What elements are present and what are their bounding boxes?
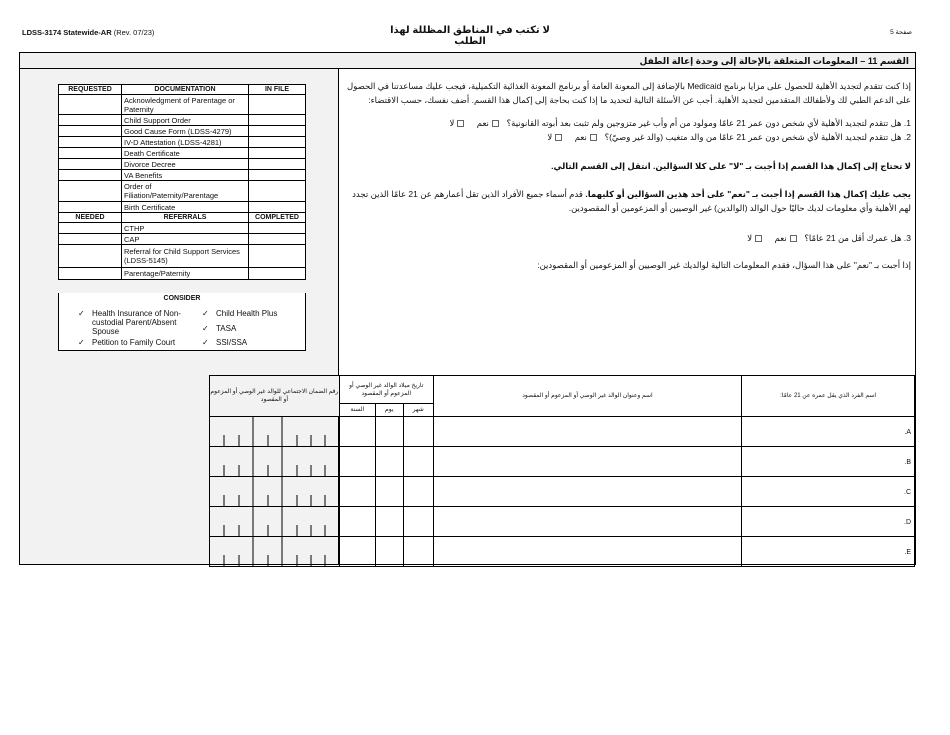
doc-item: Acknowledgment of Parentage or Paternity bbox=[122, 95, 249, 115]
q2-no-label: لا bbox=[547, 132, 553, 142]
q3-note: إذا أجبت بـ "نعم" على هذا السؤال، فقدم المعلومات التالية لوالديك غير الوصيين أو المزعومين أو المقصودين: bbox=[537, 260, 911, 270]
row-label: D. bbox=[903, 519, 911, 526]
q1-text: هل تتقدم لتجديد الأهلية لأي شخص دون عمر 21 عامًا ومولود من أم وأب غير متزوجين ولم تثبت بعد أبوته القانونية؟ bbox=[506, 118, 902, 128]
must-complete-rest: قدم أسماء جميع الأفراد الذين تقل أعمارهم عن 21 عامًا الذين تجدد لهم الأهلية وأي معلومات لديك حاليًا حول الوالد (الوالدين) غير الوصيين أو المزعومين أو المقصودين. bbox=[352, 189, 911, 213]
row-label: C. bbox=[903, 489, 911, 496]
in-file-cell[interactable] bbox=[249, 170, 306, 181]
check-icon: ✓ bbox=[202, 324, 209, 333]
parent-name-field[interactable] bbox=[433, 537, 742, 567]
needed-cell[interactable] bbox=[59, 245, 122, 268]
intro-text: إذا كنت تتقدم لتجديد الأهلية للحصول على مزايا برنامج Medicaid بالإضافة إلى المعونة العامة أو برنامج المعونة الغذائية التكميلية، فيجب عليك مساعدتنا في الحصول على الدعم الطبي لك ولأطفالك المتقدمين لتجديد الأهلية. أجب عن الأسئلة التالية لتحديد ما إذا كنت بحاجة إلى إكمال هذا القسم. أضف نفسك، حسب الاقتضاء: bbox=[347, 81, 911, 105]
consider-item bbox=[202, 338, 248, 347]
ssn-ticks bbox=[210, 417, 339, 446]
must-complete-bold: يجب عليك إكمال هذا القسم إذا أجبت بـ "نعم" على أحد هذين السؤالين أو كليهما. bbox=[585, 189, 911, 199]
in-file-cell[interactable] bbox=[249, 181, 306, 202]
form-id bbox=[22, 28, 154, 37]
doc-item: Birth Certificate bbox=[122, 202, 249, 213]
completed-cell[interactable] bbox=[249, 223, 306, 234]
skip-note: لا تحتاج إلى إكمال هذا القسم إذا أجبت بـ "لا" على كلا السؤالين. انتقل إلى القسم التالي. bbox=[551, 161, 911, 171]
person-name-field[interactable] bbox=[742, 417, 915, 447]
q3-yes-checkbox[interactable] bbox=[790, 235, 797, 242]
shaded-area-warning: لا تكتب في المناطق المظللة لهذا الطلب bbox=[390, 25, 550, 47]
dob-month-field[interactable] bbox=[403, 417, 433, 447]
col-month: شهر bbox=[403, 404, 433, 417]
dob-day-field[interactable] bbox=[375, 477, 403, 507]
form-revision: (Rev. 07/23) bbox=[113, 28, 155, 37]
person-name-field[interactable] bbox=[742, 477, 915, 507]
person-name-field[interactable] bbox=[742, 447, 915, 477]
doc-item: Order of Filiation/Paternity/Parentage bbox=[122, 181, 249, 202]
dob-day-field[interactable] bbox=[375, 507, 403, 537]
requested-cell[interactable] bbox=[59, 137, 122, 148]
check-icon: ✓ bbox=[202, 338, 209, 347]
ssn-ticks bbox=[210, 537, 339, 566]
shaded-band bbox=[20, 374, 209, 564]
col-documentation: DOCUMENTATION bbox=[122, 85, 249, 95]
needed-cell[interactable] bbox=[59, 234, 122, 245]
table-row bbox=[210, 477, 915, 507]
consider-label: SSI/SSA bbox=[216, 338, 248, 347]
question-3 bbox=[345, 231, 911, 245]
must-complete-note bbox=[345, 187, 911, 215]
question-2 bbox=[345, 130, 911, 144]
dob-year-field[interactable] bbox=[339, 417, 375, 447]
q3-yes-label: نعم bbox=[774, 233, 787, 243]
consider-label: Health Insurance of Non-custodial Parent/Absent Spouse bbox=[92, 309, 181, 336]
table-row bbox=[210, 507, 915, 537]
completed-cell[interactable] bbox=[249, 234, 306, 245]
col-in-file: IN FILE bbox=[249, 85, 306, 95]
requested-cell[interactable] bbox=[59, 148, 122, 159]
ssn-ticks bbox=[210, 477, 339, 506]
ssn-ticks bbox=[210, 507, 339, 536]
col-day: يوم bbox=[375, 404, 403, 417]
dob-month-field[interactable] bbox=[403, 537, 433, 567]
referral-item: CTHP bbox=[122, 223, 249, 234]
row-label: E. bbox=[904, 549, 911, 556]
q2-yes-checkbox[interactable] bbox=[590, 134, 597, 141]
q3-text: هل عمرك أقل من 21 عامًا؟ bbox=[804, 233, 902, 243]
dob-day-field[interactable] bbox=[375, 417, 403, 447]
requested-cell[interactable] bbox=[59, 159, 122, 170]
needed-cell[interactable] bbox=[59, 223, 122, 234]
requested-cell[interactable] bbox=[59, 202, 122, 213]
page-number: صفحة 5 bbox=[890, 29, 912, 36]
parent-name-field[interactable] bbox=[433, 417, 742, 447]
in-file-cell[interactable] bbox=[249, 148, 306, 159]
person-name-field[interactable] bbox=[742, 537, 915, 567]
documentation-table bbox=[58, 84, 306, 280]
col-name-header: اسم وعنوان الوالد غير الوصي أو المزعوم أو المقصود bbox=[433, 376, 742, 417]
q1-yes-checkbox[interactable] bbox=[492, 120, 499, 127]
parent-name-field[interactable] bbox=[433, 507, 742, 537]
consider-item bbox=[202, 309, 278, 318]
requested-cell[interactable] bbox=[59, 181, 122, 202]
dob-day-field[interactable] bbox=[375, 537, 403, 567]
q3-no-checkbox[interactable] bbox=[755, 235, 762, 242]
in-file-cell[interactable] bbox=[249, 95, 306, 115]
ssn-field[interactable] bbox=[210, 507, 340, 537]
parent-info-grid bbox=[209, 375, 915, 567]
doc-item: Divorce Decree bbox=[122, 159, 249, 170]
section-frame bbox=[19, 52, 916, 565]
check-icon: ✓ bbox=[78, 309, 85, 318]
in-file-cell[interactable] bbox=[249, 115, 306, 126]
dob-day-field[interactable] bbox=[375, 447, 403, 477]
dob-month-field[interactable] bbox=[403, 447, 433, 477]
requested-cell[interactable] bbox=[59, 95, 122, 115]
requested-cell[interactable] bbox=[59, 115, 122, 126]
dob-year-field[interactable] bbox=[339, 477, 375, 507]
section-title: القسم 11 – المعلومات المتعلقة بالإحالة إلى وحدة إعالة الطفل bbox=[20, 53, 915, 69]
q2-yes-label: نعم bbox=[574, 132, 587, 142]
ssn-ticks bbox=[210, 447, 339, 476]
consider-title: CONSIDER bbox=[163, 295, 201, 302]
table-row bbox=[210, 537, 915, 567]
col-referrals: REFERRALS bbox=[122, 213, 249, 223]
check-icon: ✓ bbox=[202, 309, 209, 318]
q2-number: 2. bbox=[903, 132, 911, 142]
dob-month-field[interactable] bbox=[403, 477, 433, 507]
consider-item bbox=[78, 338, 176, 347]
in-file-cell[interactable] bbox=[249, 137, 306, 148]
col-requested: REQUESTED bbox=[59, 85, 122, 95]
dob-year-field[interactable] bbox=[339, 537, 375, 567]
col-year: السنة bbox=[339, 404, 375, 417]
col-ssn-header: رقم الضمان الاجتماعي للوالد غير الوصي أو المزعوم أو المقصود bbox=[210, 376, 340, 417]
consider-item bbox=[202, 324, 237, 333]
question-1 bbox=[345, 116, 911, 130]
table-row bbox=[210, 447, 915, 477]
col-dob-header: تاريخ ميلاد الوالد غير الوصي أو المزعوم أو المقصود bbox=[339, 376, 433, 404]
q1-no-checkbox[interactable] bbox=[457, 120, 464, 127]
doc-item: IV-D Attestation (LDSS-4281) bbox=[122, 137, 249, 148]
col-person-header: اسم الفرد الذي يقل عمره عن 21 عامًا: bbox=[742, 376, 915, 417]
q3-number: 3. bbox=[903, 233, 911, 243]
table-row bbox=[210, 417, 915, 447]
col-completed: COMPLETED bbox=[249, 213, 306, 223]
referral-item: CAP bbox=[122, 234, 249, 245]
q1-yes-label: نعم bbox=[476, 118, 489, 128]
row-label: B. bbox=[904, 459, 911, 466]
person-name-field[interactable] bbox=[742, 507, 915, 537]
referral-item: Referral for Child Support Services (LDSS-5145) bbox=[122, 245, 249, 268]
dob-month-field[interactable] bbox=[403, 507, 433, 537]
q3-no-label: لا bbox=[747, 233, 753, 243]
q1-no-label: لا bbox=[449, 118, 455, 128]
requested-cell[interactable] bbox=[59, 126, 122, 137]
in-file-cell[interactable] bbox=[249, 202, 306, 213]
ssn-field[interactable] bbox=[210, 477, 340, 507]
needed-cell[interactable] bbox=[59, 268, 122, 280]
consider-label: Petition to Family Court bbox=[92, 338, 176, 347]
doc-item: Death Certificate bbox=[122, 148, 249, 159]
completed-cell[interactable] bbox=[249, 268, 306, 280]
form-id-label: LDSS-3174 Statewide-AR bbox=[22, 28, 112, 37]
ssn-field[interactable] bbox=[210, 417, 340, 447]
referral-item: Parentage/Paternity bbox=[122, 268, 249, 280]
in-file-cell[interactable] bbox=[249, 126, 306, 137]
requested-cell[interactable] bbox=[59, 170, 122, 181]
check-icon: ✓ bbox=[78, 338, 85, 347]
consider-item bbox=[78, 309, 192, 336]
doc-item: Child Support Order bbox=[122, 115, 249, 126]
col-needed: NEEDED bbox=[59, 213, 122, 223]
q2-no-checkbox[interactable] bbox=[555, 134, 562, 141]
q2-text: هل تتقدم لتجديد الأهلية لأي شخص دون عمر 21 عامًا من والد متغيب (والد غير وصيّ)؟ bbox=[604, 132, 902, 142]
ssn-field[interactable] bbox=[210, 537, 340, 567]
completed-cell[interactable] bbox=[249, 245, 306, 268]
consider-label: TASA bbox=[216, 324, 237, 333]
ssn-field[interactable] bbox=[210, 447, 340, 477]
row-label: A. bbox=[904, 429, 911, 436]
dob-year-field[interactable] bbox=[339, 507, 375, 537]
parent-name-field[interactable] bbox=[433, 447, 742, 477]
consider-box bbox=[58, 293, 306, 351]
consider-label: Child Health Plus bbox=[216, 309, 278, 318]
doc-item: Good Cause Form (LDSS-4279) bbox=[122, 126, 249, 137]
doc-item: VA Benefits bbox=[122, 170, 249, 181]
in-file-cell[interactable] bbox=[249, 159, 306, 170]
q1-number: 1. bbox=[903, 118, 911, 128]
dob-year-field[interactable] bbox=[339, 447, 375, 477]
parent-name-field[interactable] bbox=[433, 477, 742, 507]
